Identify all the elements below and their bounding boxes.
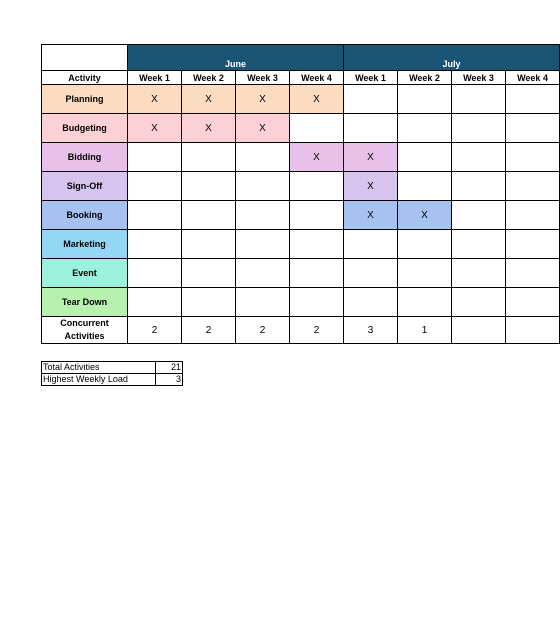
highest-weekly-load-value[interactable]: 3	[156, 374, 183, 386]
week-header-row	[42, 71, 560, 85]
schedule-cell[interactable]: X	[344, 172, 398, 201]
week-header: Week 3	[452, 71, 506, 85]
week-header: Week 4	[290, 71, 344, 85]
schedule-cell[interactable]	[398, 172, 452, 201]
schedule-sheet	[41, 44, 548, 348]
schedule-cell[interactable]	[506, 230, 560, 259]
schedule-cell[interactable]	[128, 201, 182, 230]
activity-name-cell[interactable]: Marketing	[42, 230, 128, 259]
activity-row	[42, 114, 560, 143]
schedule-cell[interactable]	[236, 172, 290, 201]
schedule-cell[interactable]	[506, 288, 560, 317]
schedule-cell[interactable]	[182, 201, 236, 230]
highest-weekly-load-label[interactable]: Highest Weekly Load	[42, 374, 156, 386]
schedule-cell[interactable]: X	[290, 143, 344, 172]
schedule-cell[interactable]	[290, 172, 344, 201]
schedule-cell[interactable]	[506, 259, 560, 288]
activity-row	[42, 85, 560, 114]
schedule-cell[interactable]	[128, 259, 182, 288]
month-header-june: June	[128, 45, 344, 71]
schedule-cell[interactable]	[182, 172, 236, 201]
schedule-cell[interactable]: X	[182, 85, 236, 114]
schedule-cell[interactable]	[182, 230, 236, 259]
schedule-cell[interactable]	[344, 114, 398, 143]
week-header: Week 2	[182, 71, 236, 85]
activity-name-cell[interactable]: Bidding	[42, 143, 128, 172]
week-header: Week 1	[128, 71, 182, 85]
schedule-cell[interactable]	[506, 201, 560, 230]
schedule-cell[interactable]	[290, 259, 344, 288]
schedule-cell[interactable]	[452, 172, 506, 201]
activity-name-cell[interactable]: Booking	[42, 201, 128, 230]
schedule-cell[interactable]	[236, 143, 290, 172]
schedule-cell[interactable]	[506, 172, 560, 201]
schedule-cell[interactable]	[452, 230, 506, 259]
schedule-cell[interactable]	[128, 143, 182, 172]
month-header-row	[42, 45, 560, 71]
total-activities-label[interactable]: Total Activities	[42, 362, 156, 374]
schedule-cell[interactable]	[236, 259, 290, 288]
schedule-cell[interactable]	[290, 288, 344, 317]
schedule-cell[interactable]	[236, 288, 290, 317]
schedule-cell[interactable]	[344, 259, 398, 288]
schedule-cell[interactable]: X	[236, 85, 290, 114]
schedule-cell[interactable]	[452, 201, 506, 230]
concurrent-count-cell[interactable]	[506, 317, 560, 344]
schedule-cell[interactable]: X	[398, 201, 452, 230]
activity-column-header: Activity	[42, 71, 128, 85]
corner-cell	[42, 45, 128, 71]
summary-table	[41, 361, 183, 386]
schedule-cell[interactable]	[506, 143, 560, 172]
concurrent-activities-label[interactable]	[42, 317, 128, 344]
activity-name-cell[interactable]: Planning	[42, 85, 128, 114]
schedule-cell[interactable]	[452, 85, 506, 114]
schedule-cell[interactable]	[128, 288, 182, 317]
activity-name-cell[interactable]: Budgeting	[42, 114, 128, 143]
week-header: Week 4	[506, 71, 560, 85]
concurrent-label-line1: Concurrent	[60, 318, 109, 328]
concurrent-count-cell[interactable]	[452, 317, 506, 344]
schedule-cell[interactable]	[344, 288, 398, 317]
schedule-cell[interactable]: X	[128, 114, 182, 143]
concurrent-count-cell[interactable]: 1	[398, 317, 452, 344]
schedule-cell[interactable]	[398, 288, 452, 317]
schedule-cell[interactable]	[398, 143, 452, 172]
schedule-cell[interactable]: X	[290, 85, 344, 114]
month-header-july: July	[344, 45, 560, 71]
summary-row-total	[42, 362, 183, 374]
activity-row	[42, 201, 560, 230]
schedule-cell[interactable]	[182, 259, 236, 288]
schedule-cell[interactable]	[398, 85, 452, 114]
schedule-cell[interactable]	[452, 259, 506, 288]
schedule-cell[interactable]	[290, 230, 344, 259]
activity-name-cell[interactable]: Sign-Off	[42, 172, 128, 201]
schedule-cell[interactable]	[398, 230, 452, 259]
activity-row	[42, 288, 560, 317]
concurrent-count-cell[interactable]: 2	[128, 317, 182, 344]
schedule-cell[interactable]: X	[236, 114, 290, 143]
schedule-cell[interactable]	[452, 114, 506, 143]
activity-name-cell[interactable]: Event	[42, 259, 128, 288]
schedule-cell[interactable]	[452, 143, 506, 172]
week-header: Week 2	[398, 71, 452, 85]
total-activities-value[interactable]: 21	[156, 362, 183, 374]
summary-row-highest	[42, 374, 183, 386]
schedule-cell[interactable]	[290, 114, 344, 143]
concurrent-count-cell[interactable]: 3	[344, 317, 398, 344]
schedule-cell[interactable]	[290, 201, 344, 230]
schedule-cell[interactable]: X	[344, 143, 398, 172]
schedule-cell[interactable]	[182, 288, 236, 317]
schedule-cell[interactable]	[128, 172, 182, 201]
schedule-cell[interactable]	[398, 114, 452, 143]
activity-name-cell[interactable]: Tear Down	[42, 288, 128, 317]
activity-row	[42, 172, 560, 201]
week-header: Week 3	[236, 71, 290, 85]
activity-row	[42, 143, 560, 172]
week-header: Week 1	[344, 71, 398, 85]
schedule-cell[interactable]	[398, 259, 452, 288]
schedule-cell[interactable]	[236, 230, 290, 259]
schedule-cell[interactable]	[344, 230, 398, 259]
concurrent-count-cell[interactable]: 2	[236, 317, 290, 344]
schedule-cell[interactable]	[506, 114, 560, 143]
schedule-cell[interactable]	[128, 230, 182, 259]
schedule-grid	[41, 44, 560, 344]
schedule-cell[interactable]	[182, 143, 236, 172]
activity-row	[42, 230, 560, 259]
schedule-cell[interactable]: X	[128, 85, 182, 114]
concurrent-activities-row	[42, 317, 560, 344]
concurrent-label-line2: Activities	[64, 331, 105, 341]
schedule-cell[interactable]: X	[344, 201, 398, 230]
schedule-cell[interactable]	[236, 201, 290, 230]
schedule-cell[interactable]	[452, 288, 506, 317]
schedule-cell[interactable]: X	[182, 114, 236, 143]
schedule-cell[interactable]	[344, 85, 398, 114]
concurrent-count-cell[interactable]: 2	[290, 317, 344, 344]
concurrent-count-cell[interactable]: 2	[182, 317, 236, 344]
schedule-cell[interactable]	[506, 85, 560, 114]
activity-row	[42, 259, 560, 288]
